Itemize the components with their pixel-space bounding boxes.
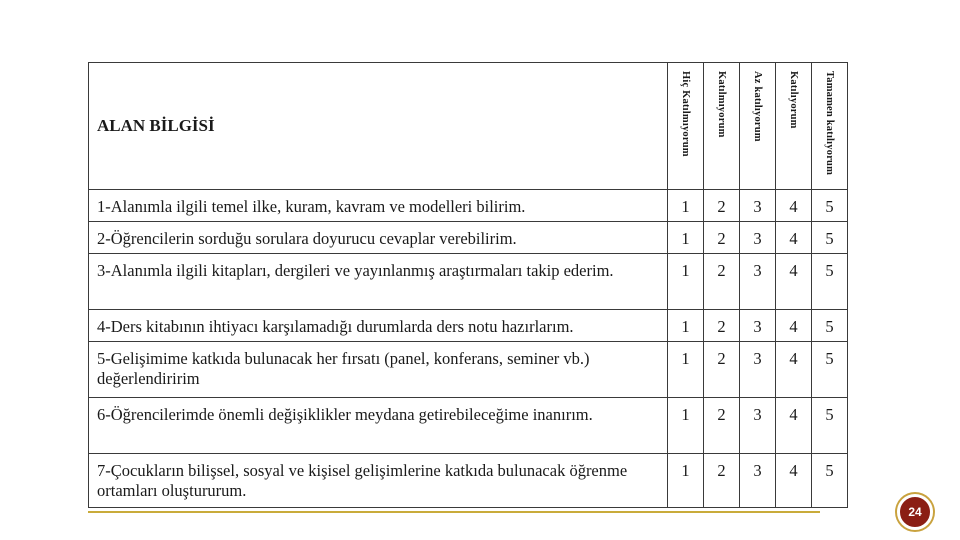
score-option-2: 2 (704, 398, 740, 454)
item-statement: 6-Öğrencilerimde önemli değişiklikler meydana getirebileceğime inanırım. (89, 398, 668, 454)
scale-header-label: Katılıyorum (788, 71, 799, 129)
table-row (89, 254, 848, 310)
score-option-5: 5 (812, 398, 848, 454)
item-statement: 3-Alanımla ilgili kitapları, dergileri ve yayınlanmış araştırmaları takip ederim. (89, 254, 668, 310)
item-statement: 1-Alanımla ilgili temel ilke, kuram, kavram ve modelleri bilirim. (89, 190, 668, 222)
scale-header-5 (812, 63, 848, 190)
score-option-5: 5 (812, 190, 848, 222)
score-option-5: 5 (812, 222, 848, 254)
score-option-4: 4 (776, 222, 812, 254)
survey-table (88, 62, 848, 508)
item-statement: 5-Gelişimime katkıda bulunacak her fırsatı (panel, konferans, seminer vb.) değerlendiririm (89, 342, 668, 398)
table-row (89, 310, 848, 342)
score-option-1: 1 (668, 310, 704, 342)
section-title: ALAN BİLGİSİ (89, 63, 668, 190)
score-option-4: 4 (776, 398, 812, 454)
score-option-4: 4 (776, 454, 812, 508)
scale-header-label: Katılmıyorum (716, 71, 727, 138)
score-option-1: 1 (668, 190, 704, 222)
score-option-2: 2 (704, 310, 740, 342)
score-option-2: 2 (704, 254, 740, 310)
item-statement: 7-Çocukların bilişsel, sosyal ve kişisel gelişimlerine katkıda bulunacak öğrenme ortamları oluştururum. (89, 454, 668, 508)
score-option-3: 3 (740, 342, 776, 398)
scale-header-2 (704, 63, 740, 190)
score-option-3: 3 (740, 254, 776, 310)
item-statement: 4-Ders kitabının ihtiyacı karşılamadığı durumlarda ders notu hazırlarım. (89, 310, 668, 342)
item-statement: 2-Öğrencilerin sorduğu sorulara doyurucu cevaplar verebilirim. (89, 222, 668, 254)
score-option-5: 5 (812, 454, 848, 508)
score-option-4: 4 (776, 342, 812, 398)
score-option-4: 4 (776, 190, 812, 222)
score-option-4: 4 (776, 254, 812, 310)
score-option-3: 3 (740, 190, 776, 222)
table-row (89, 454, 848, 508)
score-option-2: 2 (704, 454, 740, 508)
score-option-1: 1 (668, 398, 704, 454)
table-row (89, 222, 848, 254)
score-option-3: 3 (740, 222, 776, 254)
scale-header-label: Tamamen katılıyorum (824, 71, 835, 176)
score-option-2: 2 (704, 190, 740, 222)
scale-header-4 (776, 63, 812, 190)
score-option-3: 3 (740, 310, 776, 342)
score-option-2: 2 (704, 222, 740, 254)
footer-divider (88, 511, 820, 513)
score-option-4: 4 (776, 310, 812, 342)
table-row (89, 190, 848, 222)
score-option-1: 1 (668, 254, 704, 310)
score-option-2: 2 (704, 342, 740, 398)
scale-header-3 (740, 63, 776, 190)
score-option-5: 5 (812, 310, 848, 342)
scale-header-label: Hiç Katılmıyorum (680, 71, 691, 157)
score-option-1: 1 (668, 222, 704, 254)
scale-header-label: Az katılıyorum (752, 71, 763, 142)
score-option-3: 3 (740, 454, 776, 508)
table-row (89, 398, 848, 454)
table-row (89, 342, 848, 398)
scale-header-1 (668, 63, 704, 190)
score-option-1: 1 (668, 342, 704, 398)
score-option-5: 5 (812, 342, 848, 398)
score-option-5: 5 (812, 254, 848, 310)
header-row (89, 63, 848, 190)
score-option-1: 1 (668, 454, 704, 508)
score-option-3: 3 (740, 398, 776, 454)
page-number-badge: 24 (897, 494, 933, 530)
